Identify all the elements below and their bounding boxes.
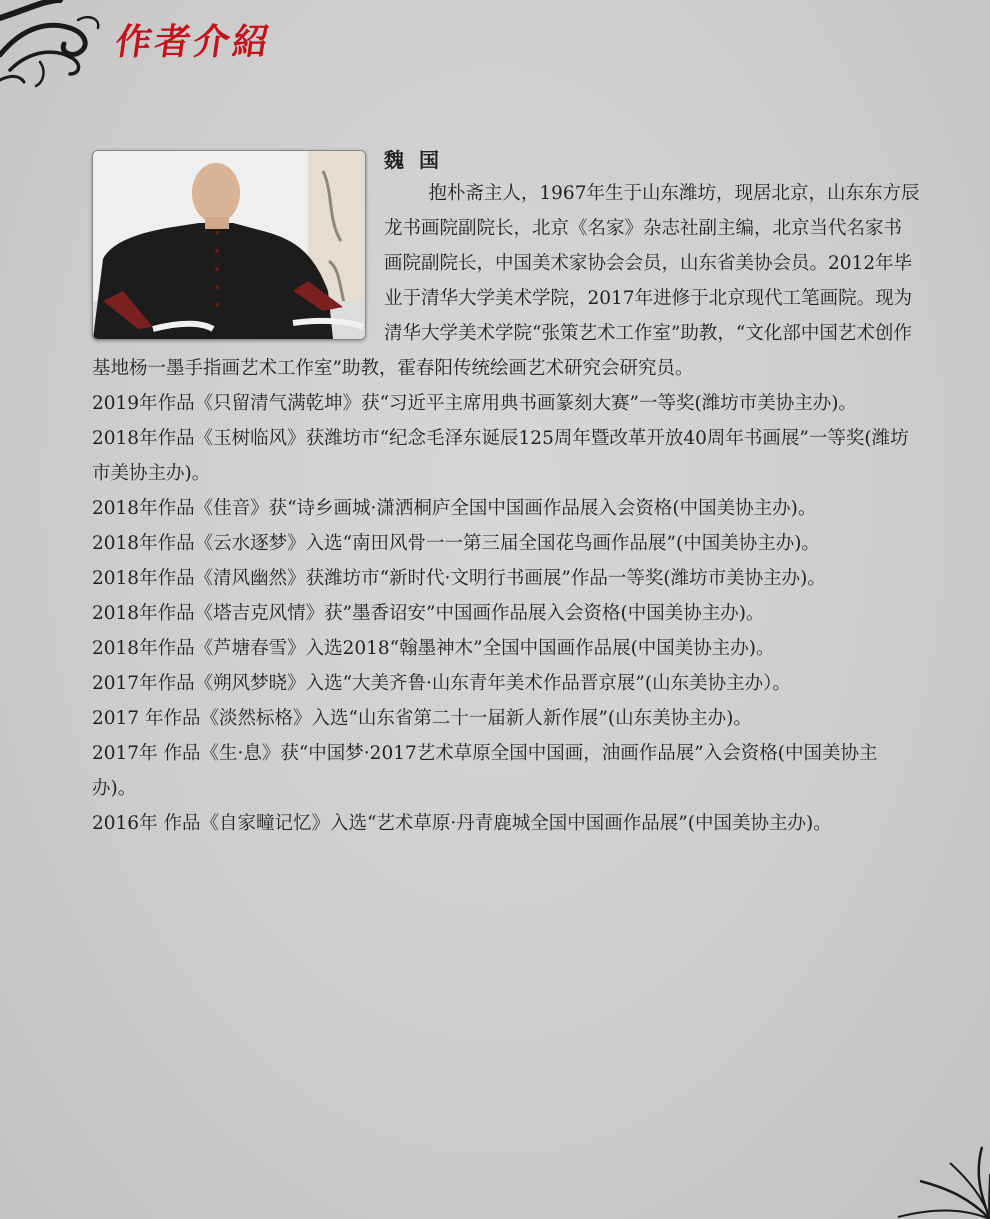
- ink-swirl-ornament-icon: [0, 0, 110, 90]
- award-item: 2018年作品《云水逐梦》入选“南田风骨一一第三届全国花鸟画作品展”(中国美协主办)。: [92, 533, 820, 554]
- author-bio: 抱朴斋主人，1967年生于山东潍坊，现居北京，山东东方辰龙书画院副院长，北京《名家》杂志社副主编，北京当代名家书画院副院长，中国美术家协会会员，山东省美协会员。2012年毕业于清华大学美术学院，2017年进修于北京现代工笔画院。现为清华大学美术学院“张策艺术工作室”助教，“文化部中国艺术创作基地杨一墨手指画艺术工作室”助教，霍春阳传统绘画艺术研究会研究员。: [92, 183, 920, 379]
- award-item: 2017 年作品《淡然标格》入选“山东省第二十一届新人新作展”(山东美协主办)。: [92, 708, 752, 729]
- award-item: 2016年 作品《自家疃记忆》入选“艺术草原·丹青鹿城全国中国画作品展”(中国美协主办)。: [92, 813, 832, 834]
- award-item: 2018年作品《玉树临风》获潍坊市“纪念毛泽东诞辰125周年暨改革开放40周年书画展”一等奖(潍坊市美协主办)。: [92, 428, 909, 484]
- section-title: 作者介紹: [112, 22, 275, 63]
- award-item: 2018年作品《佳音》获“诗乡画城·潇洒桐庐全国中国画作品展入会资格(中国美协主办)。: [92, 498, 817, 519]
- author-name: 魏 国: [384, 148, 443, 172]
- award-list: [92, 386, 920, 841]
- award-item: 2017年 作品《生·息》获“中国梦·2017艺术草原全国中国画，油画作品展”入会资格(中国美协主办)。: [92, 743, 878, 799]
- award-item: 2018年作品《塔吉克风情》获”墨香诏安”中国画作品展入会资格(中国美协主办)。: [92, 603, 765, 624]
- award-item: 2018年作品《清风幽然》获潍坊市“新时代·文明行书画展”作品一等奖(潍坊市美协主办)。: [92, 568, 826, 589]
- award-item: 2019年作品《只留清气满乾坤》获“习近平主席用典书画篆刻大赛”一等奖(潍坊市美协主办)。: [92, 393, 857, 414]
- author-portrait: [92, 150, 366, 340]
- ink-leaves-ornament-icon: [890, 1129, 990, 1219]
- award-item: 2018年作品《芦塘春雪》入选2018“翰墨神木”全国中国画作品展(中国美协主办)。: [92, 638, 775, 659]
- author-intro: [92, 146, 920, 841]
- award-item: 2017年作品《朔风梦晓》入选“大美齐鲁·山东青年美术作品晋京展”(山东美协主办）。: [92, 673, 791, 694]
